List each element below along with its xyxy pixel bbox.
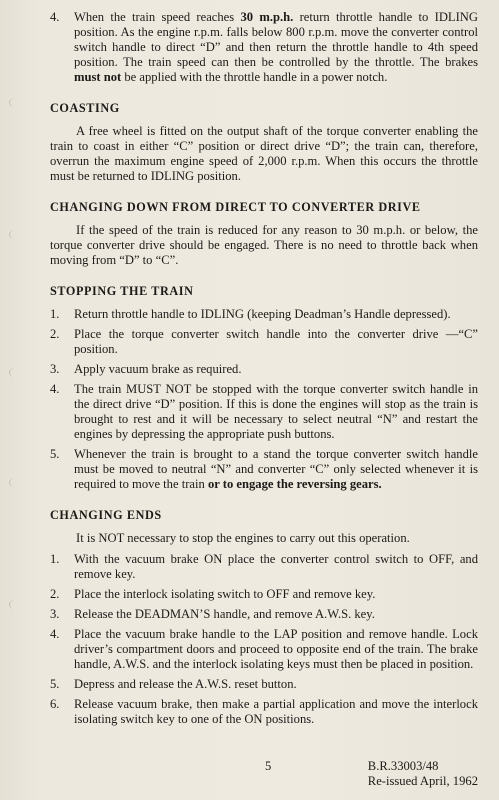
list-item: 2. Place the torque converter switch handle into the converter drive —“C” position.: [50, 327, 478, 356]
list-item: 4. Place the vacuum brake handle to the LAP position and remove handle. Lock driver’s compartment doors and proceed to opposite end of the train. The brake handle, A.W.S. and the interlock isolating keys must then be placed in position.: [50, 627, 478, 671]
list-item: 3. Apply vacuum brake as required.: [50, 362, 242, 376]
list-item: 1. With the vacuum brake ON place the converter control switch to OFF, and remove key.: [50, 552, 478, 581]
punch-mark: [9, 600, 19, 609]
punch-mark: [9, 98, 19, 107]
section-heading-stopping: STOPPING THE TRAIN: [50, 284, 194, 298]
list-item: 5. Whenever the train is brought to a stand the torque converter switch handle must be moved to neutral “N” and converter “C” only selected whenever it is required to move the train or to engage the reversing gears.: [50, 447, 478, 491]
section-heading-coasting: COASTING: [50, 101, 120, 115]
section-heading-changing-ends: CHANGING ENDS: [50, 508, 162, 522]
punch-mark: [9, 230, 19, 239]
list-item: 5. Depress and release the A.W.S. reset button.: [50, 677, 297, 691]
changing-ends-list: [50, 552, 478, 727]
list-item: 3. Release the DEADMAN’S handle, and remove A.W.S. key.: [50, 607, 375, 621]
changing-down-paragraph: If the speed of the train is reduced for any reason to 30 m.p.h. or below, the torque converter drive should be engaged. There is no need to throttle back when moving from “D” to “C”.: [50, 223, 478, 267]
reissue-date: Re-issued April, 1962: [367, 774, 478, 788]
coasting-paragraph: A free wheel is fitted on the output shaft of the torque converter enabling the train to coast in either “C” position or direct drive “D”; the train can, therefore, overrun the maximum engine speed of 2,000 r.p.m. When this occurs the throttle must be returned to IDLING position.: [50, 124, 478, 183]
list-item: 1. Return throttle handle to IDLING (keeping Deadman’s Handle depressed).: [50, 307, 451, 321]
punch-mark: [9, 368, 19, 377]
page-number: 5: [265, 759, 272, 773]
section-heading-changing-down: CHANGING DOWN FROM DIRECT TO CONVERTER DRIVE: [50, 200, 421, 214]
list-item: 4. The train MUST NOT be stopped with the torque converter switch handle in the direct drive “D” position. If this is done the engines will stop as the train is brought to rest and it will be necessary to select neutral “N” and restart the engines by depressing the appropriate push buttons.: [50, 382, 478, 441]
changing-ends-intro: It is NOT necessary to stop the engines to carry out this operation.: [76, 531, 410, 545]
list-item: 6. Release vacuum brake, then make a partial application and move the interlock isolating switch key to one of the ON positions.: [50, 697, 478, 726]
stopping-list: [50, 307, 478, 492]
list-item: 4. When the train speed reaches 30 m.p.h. return throttle handle to IDLING position. As the engine r.p.m. falls below 800 r.p.m. move the converter control switch handle to direct “D” and then return the throttle handle to 4th speed position. The train speed can then be controlled by the throttle. The brakes must not be applied with the throttle handle in a power notch.: [50, 10, 478, 84]
reference-number: B.R.33003/48: [367, 759, 439, 773]
list-item: 2. Place the interlock isolating switch to OFF and remove key.: [50, 587, 376, 601]
item-number: 4.: [50, 10, 60, 24]
document-reference: [368, 759, 478, 789]
punch-mark: [9, 478, 19, 487]
page-body: [50, 10, 478, 732]
